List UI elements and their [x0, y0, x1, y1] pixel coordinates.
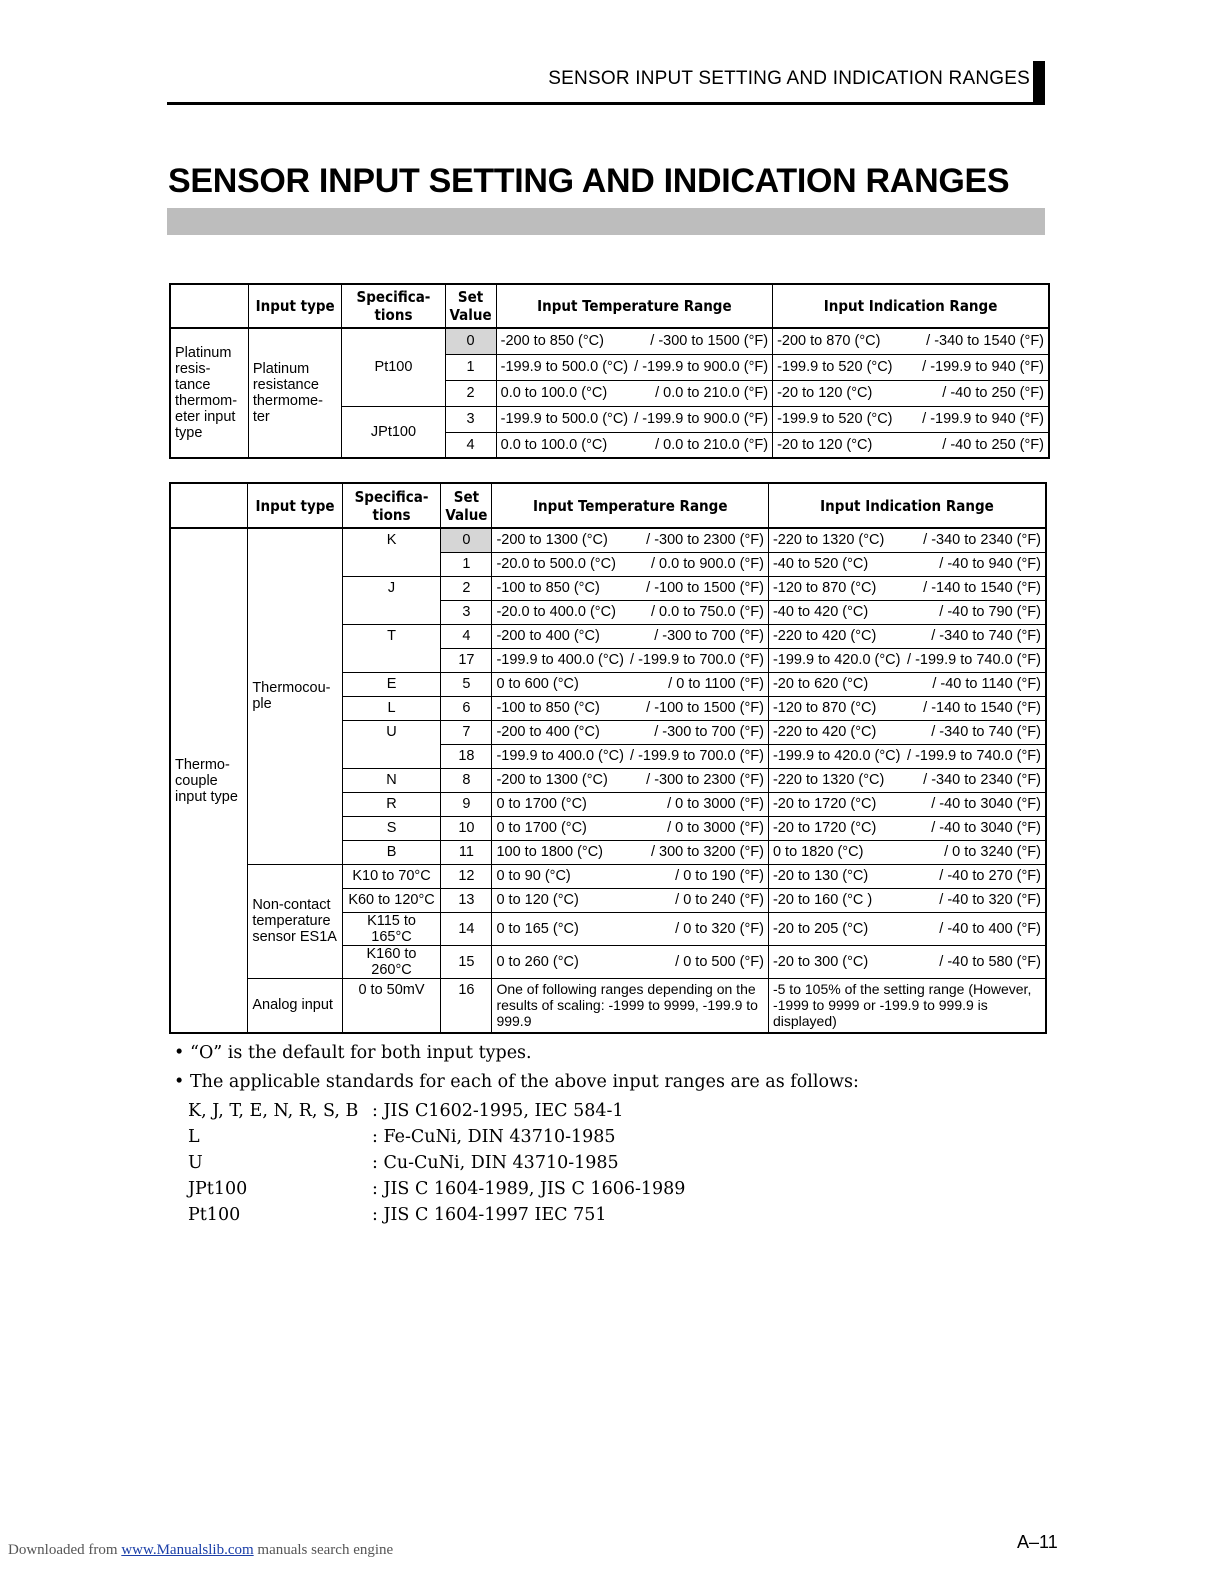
standard-value: : JIS C 1604-1989, JIS C 1606-1989 — [372, 1179, 686, 1199]
set-value-cell: 0 — [441, 528, 492, 552]
header-input-type: Input type — [248, 284, 342, 328]
indication-range-cell: -20 to 205 (°C) / -40 to 400 (°F) — [768, 912, 1046, 945]
input-type-cell: Non-contact temperature sensor ES1A — [248, 864, 342, 978]
indication-range-cell: -220 to 1320 (°C) / -340 to 2340 (°F) — [768, 768, 1046, 792]
set-value-cell: 4 — [441, 624, 492, 648]
indication-range-cell: -20 to 1720 (°C) / -40 to 3040 (°F) — [768, 816, 1046, 840]
header-tab-marker — [1033, 61, 1045, 105]
set-value-cell: 9 — [441, 792, 492, 816]
standard-key: L — [188, 1127, 200, 1147]
spec-cell: S — [342, 816, 441, 840]
indication-range-cell: -20 to 120 (°C) / -40 to 250 (°F) — [773, 432, 1049, 458]
set-value-cell: 1 — [441, 552, 492, 576]
temp-range-cell: -200 to 1300 (°C) / -300 to 2300 (°F) — [492, 528, 769, 552]
table-header-row — [170, 483, 1046, 528]
indication-range-cell: -120 to 870 (°C) / -140 to 1540 (°F) — [768, 576, 1046, 600]
spec-cell: K10 to 70°C — [342, 864, 441, 888]
set-value-cell: 11 — [441, 840, 492, 864]
header-category — [170, 284, 248, 328]
download-footer — [8, 1542, 393, 1559]
temp-range-cell: -100 to 850 (°C) / -100 to 1500 (°F) — [492, 696, 769, 720]
spec-cell: 0 to 50mV — [342, 978, 441, 1033]
input-type-cell: Analog input — [248, 978, 342, 1033]
standard-value: : Cu-CuNi, DIN 43710-1985 — [372, 1153, 619, 1173]
temp-range-cell: 0.0 to 100.0 (°C) / 0.0 to 210.0 (°F) — [496, 380, 772, 406]
temp-range-cell: -100 to 850 (°C) / -100 to 1500 (°F) — [492, 576, 769, 600]
footer-prefix: Downloaded from — [8, 1542, 118, 1558]
footer-suffix: manuals search engine — [257, 1542, 394, 1558]
temp-range-cell: -200 to 1300 (°C) / -300 to 2300 (°F) — [492, 768, 769, 792]
temp-range-cell: -199.9 to 400.0 (°C) / -199.9 to 700.0 (°F) — [492, 648, 769, 672]
standard-row — [174, 1153, 859, 1179]
indication-range-cell: -40 to 520 (°C) / -40 to 940 (°F) — [768, 552, 1046, 576]
header-set-value: Set Value — [441, 483, 492, 528]
indication-range-cell: -200 to 870 (°C) / -340 to 1540 (°F) — [773, 328, 1049, 354]
header-input-type: Input type — [248, 483, 342, 528]
category-cell: Platinum resis-tance thermom-eter input type — [170, 328, 248, 458]
indication-range-cell: -20 to 300 (°C) / -40 to 580 (°F) — [768, 945, 1046, 978]
table-header-row — [170, 284, 1049, 328]
spec-cell: T — [342, 624, 441, 672]
indication-range-note-cell: -5 to 105% of the setting range (However, -1999 to 9999 or -199.9 to 999.9 is displayed) — [768, 978, 1046, 1033]
header-temp-range: Input Temperature Range — [492, 483, 769, 528]
temp-range-cell: -200 to 400 (°C) / -300 to 700 (°F) — [492, 624, 769, 648]
standard-value: : JIS C 1604-1997 IEC 751 — [372, 1205, 607, 1225]
standard-row — [174, 1127, 859, 1153]
indication-range-cell: -220 to 1320 (°C) / -340 to 2340 (°F) — [768, 528, 1046, 552]
temp-range-cell: 0 to 1700 (°C) / 0 to 3000 (°F) — [492, 792, 769, 816]
indication-range-cell: -199.9 to 520 (°C) / -199.9 to 940 (°F) — [773, 354, 1049, 380]
table-row — [170, 328, 1049, 354]
set-value-cell: 14 — [441, 912, 492, 945]
standard-row — [174, 1101, 859, 1127]
spec-cell: K115 to 165°C — [342, 912, 441, 945]
spec-cell: L — [342, 696, 441, 720]
standard-value: : JIS C1602-1995, IEC 584-1 — [372, 1101, 624, 1121]
table-row — [170, 864, 1046, 888]
temp-range-cell: 0 to 120 (°C) / 0 to 240 (°F) — [492, 888, 769, 912]
table-row — [170, 978, 1046, 1033]
indication-range-cell: -20 to 620 (°C) / -40 to 1140 (°F) — [768, 672, 1046, 696]
standard-key: JPt100 — [188, 1179, 248, 1199]
indication-range-cell: -20 to 120 (°C) / -40 to 250 (°F) — [773, 380, 1049, 406]
temp-range-cell: -200 to 850 (°C) / -300 to 1500 (°F) — [496, 328, 772, 354]
indication-range-cell: -120 to 870 (°C) / -140 to 1540 (°F) — [768, 696, 1046, 720]
title-band — [167, 208, 1045, 235]
spec-cell: J — [342, 576, 441, 624]
temp-range-note-cell: One of following ranges depending on the results of scaling: -1999 to 9999, -199.9 to 999.9 — [492, 978, 769, 1033]
set-value-cell: 8 — [441, 768, 492, 792]
set-value-cell: 18 — [441, 744, 492, 768]
standard-key: K, J, T, E, N, R, S, B — [188, 1101, 359, 1121]
temp-range-cell: -199.9 to 400.0 (°C) / -199.9 to 700.0 (°F) — [492, 744, 769, 768]
set-value-cell: 7 — [441, 720, 492, 744]
set-value-cell: 1 — [445, 354, 496, 380]
standard-row — [174, 1205, 859, 1231]
spec-cell: K60 to 120°C — [342, 888, 441, 912]
temp-range-cell: 0 to 1700 (°C) / 0 to 3000 (°F) — [492, 816, 769, 840]
table-row — [170, 528, 1046, 552]
manualslib-link[interactable]: www.Manualslib.com — [121, 1542, 254, 1558]
standard-value: : Fe-CuNi, DIN 43710-1985 — [372, 1127, 616, 1147]
temp-range-cell: 0 to 600 (°C) / 0 to 1100 (°F) — [492, 672, 769, 696]
indication-range-cell: -20 to 130 (°C) / -40 to 270 (°F) — [768, 864, 1046, 888]
standards-intro: • The applicable standards for each of the above input ranges are as follows: — [174, 1072, 859, 1101]
spec-cell: JPt100 — [342, 406, 445, 458]
temp-range-cell: -20.0 to 500.0 (°C) / 0.0 to 900.0 (°F) — [492, 552, 769, 576]
indication-range-cell: -199.9 to 420.0 (°C) / -199.9 to 740.0 (°F) — [768, 744, 1046, 768]
temp-range-cell: -200 to 400 (°C) / -300 to 700 (°F) — [492, 720, 769, 744]
indication-range-cell: -220 to 420 (°C) / -340 to 740 (°F) — [768, 720, 1046, 744]
set-value-cell: 17 — [441, 648, 492, 672]
indication-range-cell: -40 to 420 (°C) / -40 to 790 (°F) — [768, 600, 1046, 624]
spec-cell: R — [342, 792, 441, 816]
spec-cell: K160 to 260°C — [342, 945, 441, 978]
set-value-cell: 10 — [441, 816, 492, 840]
indication-range-cell: -20 to 160 (°C ) / -40 to 320 (°F) — [768, 888, 1046, 912]
temp-range-cell: 0 to 260 (°C) / 0 to 500 (°F) — [492, 945, 769, 978]
indication-range-cell: -220 to 420 (°C) / -340 to 740 (°F) — [768, 624, 1046, 648]
temp-range-cell: -199.9 to 500.0 (°C) / -199.9 to 900.0 (°F) — [496, 406, 772, 432]
category-cell: Thermo-couple input type — [170, 528, 248, 1033]
spec-cell: U — [342, 720, 441, 768]
page-number: A–11 — [1017, 1532, 1058, 1552]
set-value-cell: 3 — [445, 406, 496, 432]
set-value-cell: 13 — [441, 888, 492, 912]
default-note: • “O” is the default for both input types. — [174, 1043, 859, 1072]
spec-cell: Pt100 — [342, 328, 445, 406]
header-temp-range: Input Temperature Range — [496, 284, 772, 328]
set-value-cell: 3 — [441, 600, 492, 624]
header-specifications: Specifica-tions — [342, 284, 445, 328]
header-indication-range: Input Indication Range — [773, 284, 1049, 328]
set-value-cell: 16 — [441, 978, 492, 1033]
running-header: SENSOR INPUT SETTING AND INDICATION RANGES — [548, 68, 1030, 89]
set-value-cell: 0 — [445, 328, 496, 354]
set-value-cell: 12 — [441, 864, 492, 888]
page-title: SENSOR INPUT SETTING AND INDICATION RANGES — [168, 162, 1010, 200]
header-category — [170, 483, 248, 528]
indication-range-cell: -199.9 to 520 (°C) / -199.9 to 940 (°F) — [773, 406, 1049, 432]
thermocouple-range-table — [169, 482, 1047, 1034]
standard-key: U — [188, 1153, 203, 1173]
header-indication-range: Input Indication Range — [768, 483, 1046, 528]
input-type-cell: Platinum resistance thermome-ter — [248, 328, 342, 458]
set-value-cell: 5 — [441, 672, 492, 696]
rtd-range-table — [169, 283, 1050, 459]
set-value-cell: 6 — [441, 696, 492, 720]
set-value-cell: 2 — [445, 380, 496, 406]
temp-range-cell: 100 to 1800 (°C) / 300 to 3200 (°F) — [492, 840, 769, 864]
temp-range-cell: 0.0 to 100.0 (°C) / 0.0 to 210.0 (°F) — [496, 432, 772, 458]
standard-key: Pt100 — [188, 1205, 241, 1225]
header-specifications: Specifica-tions — [342, 483, 441, 528]
notes-section — [174, 1043, 859, 1231]
header-rule — [167, 102, 1045, 105]
spec-cell: N — [342, 768, 441, 792]
input-type-cell: Thermocou-ple — [248, 528, 342, 864]
spec-cell: K — [342, 528, 441, 576]
spec-cell: E — [342, 672, 441, 696]
indication-range-cell: 0 to 1820 (°C) / 0 to 3240 (°F) — [768, 840, 1046, 864]
spec-cell: B — [342, 840, 441, 864]
set-value-cell: 15 — [441, 945, 492, 978]
temp-range-cell: -20.0 to 400.0 (°C) / 0.0 to 750.0 (°F) — [492, 600, 769, 624]
indication-range-cell: -20 to 1720 (°C) / -40 to 3040 (°F) — [768, 792, 1046, 816]
temp-range-cell: 0 to 90 (°C) / 0 to 190 (°F) — [492, 864, 769, 888]
standard-row — [174, 1179, 859, 1205]
set-value-cell: 2 — [441, 576, 492, 600]
temp-range-cell: -199.9 to 500.0 (°C) / -199.9 to 900.0 (°F) — [496, 354, 772, 380]
set-value-cell: 4 — [445, 432, 496, 458]
header-set-value: Set Value — [445, 284, 496, 328]
temp-range-cell: 0 to 165 (°C) / 0 to 320 (°F) — [492, 912, 769, 945]
indication-range-cell: -199.9 to 420.0 (°C) / -199.9 to 740.0 (°F) — [768, 648, 1046, 672]
